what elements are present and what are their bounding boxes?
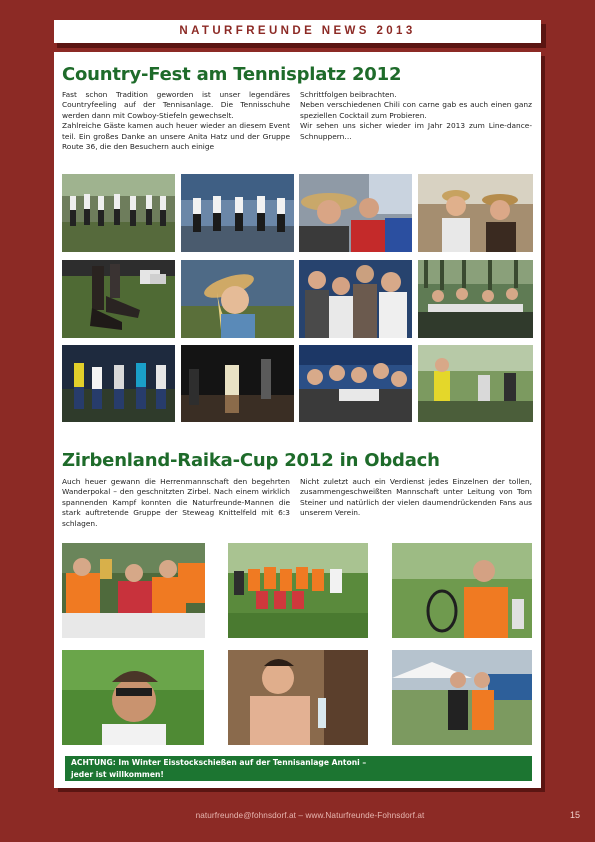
photo-women-hats bbox=[418, 174, 533, 252]
photo-team-lineup bbox=[228, 543, 368, 638]
article1-right-column bbox=[300, 90, 532, 142]
article2-left-paragraph: Auch heuer gewann die Herrenmannschaft den begehrten Wanderpokal – den geschnitzten Zirbel. Nach einem wirklich spannenden Kampf konnten die Naturfreunde-Mannen die stark auftretende Gruppe der Steweag Knittelfeld mit 6:3 schlagen. bbox=[62, 477, 290, 528]
photo-player-sunglasses bbox=[62, 650, 204, 745]
magazine-header bbox=[54, 20, 541, 43]
photo-couple-tent bbox=[392, 650, 532, 745]
photo-toast-group bbox=[299, 345, 412, 422]
article1-title: Country-Fest am Tennisplatz 2012 bbox=[62, 64, 402, 85]
banner-line-2: jeder ist willkommen! bbox=[71, 770, 164, 779]
article-sheet bbox=[54, 52, 541, 788]
magazine-header-text: NATURFREUNDE NEWS 2013 bbox=[179, 25, 416, 37]
photo-blonde-hat bbox=[181, 260, 294, 338]
article1-right-paragraph-1: Schrittfolgen beibrachten. bbox=[300, 90, 397, 99]
article1-left-column bbox=[62, 90, 290, 152]
article1-left-paragraph-1: Fast schon Tradition geworden ist unser legendäres Countryfeeling auf der Tennisanlage. Die Tennisschuhe werden dann mit Cowboy-Stiefeln gewechselt. bbox=[62, 90, 290, 120]
photo-night-dance bbox=[181, 345, 294, 422]
article2-right-column bbox=[300, 477, 532, 519]
banner-line-1: ACHTUNG: Im Winter Eisstockschießen auf der Tennisanlage Antoni – bbox=[71, 758, 367, 767]
footer-contact: naturfreunde@fohnsdorf.at – www.Naturfreunde-Fohnsdorf.at bbox=[195, 811, 425, 820]
photo-cowboy-boots bbox=[62, 260, 175, 338]
announcement-banner bbox=[65, 756, 532, 781]
photo-outdoor-crowd bbox=[418, 345, 533, 422]
photo-line-dance-group bbox=[62, 174, 175, 252]
photo-man-bottle bbox=[228, 650, 368, 745]
photo-cowboy-hats bbox=[299, 174, 412, 252]
photo-dancers-court bbox=[181, 174, 294, 252]
photo-team-trophy bbox=[62, 543, 205, 638]
photo-tennis-racket bbox=[392, 543, 532, 638]
article1-left-paragraph-2: Zahlreiche Gäste kamen auch heuer wieder an diesem Event teil. Ein großes Danke an unsere Anita Hatz und der Gruppe Route 36, die den Besuchern auch einige bbox=[62, 121, 290, 152]
article2-right-paragraph: Nicht zuletzt auch ein Verdienst jedes Einzelnen der tollen, zusammengeschweißten Mannschaft unter Leitung von Tom Steiner und natürlich der vielen daumendrückenden Fans aus unserem Verein. bbox=[300, 477, 532, 518]
article1-right-paragraph-3: Wir sehen uns sicher wieder im Jahr 2013 zum Line-dance-Schnuppern… bbox=[300, 121, 532, 141]
article2-title: Zirbenland-Raika-Cup 2012 in Obdach bbox=[62, 450, 440, 471]
article2-left-column bbox=[62, 477, 290, 529]
photo-kids-dancing bbox=[62, 345, 175, 422]
article1-right-paragraph-2: Neben verschiedenen Chili con carne gab es auch einen ganz speziellen Cocktail zum Probieren. bbox=[300, 100, 532, 120]
page-number: 15 bbox=[570, 810, 581, 820]
photo-group-cheers bbox=[299, 260, 412, 338]
photo-tables-crowd bbox=[418, 260, 533, 338]
